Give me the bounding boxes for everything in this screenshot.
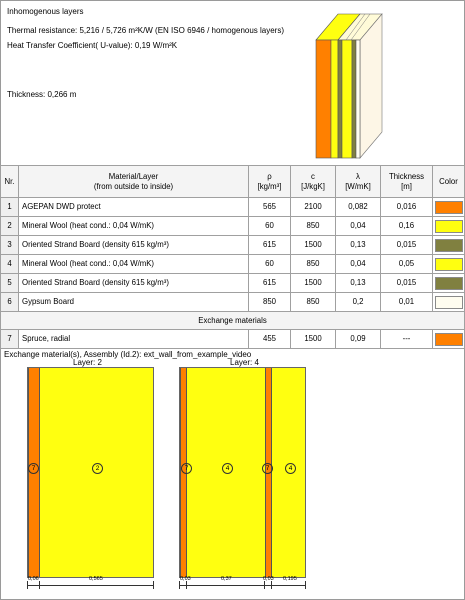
table-row[interactable] [1,217,465,236]
col-lambda-header [336,166,381,198]
row-lambda: 0,09 [336,330,381,349]
col-lambda-symbol: λ [356,171,360,181]
dim-tick [179,581,180,589]
col-material-header-line2: (from outside to inside) [93,181,174,191]
table-row[interactable] [1,293,465,312]
dim-tick [27,581,28,589]
dim-tick [39,581,40,589]
col-thickness-unit: [m] [401,181,412,191]
row-nr: 6 [1,293,19,312]
row-lambda: 0,04 [336,255,381,274]
row-material: AGEPAN DWD protect [19,198,249,217]
layer4-dim-b: 0,37 [221,576,232,582]
row-material: Oriented Strand Board (density 615 kg/m³) [19,274,249,293]
col-thickness-title: Thickness [388,171,425,181]
row-lambda: 0,04 [336,217,381,236]
exchange-materials-title: Exchange materials [1,312,465,330]
col-rho-header [249,166,291,198]
layer2-marker-a: 7 [28,463,39,474]
row-rho: 615 [249,274,291,293]
layer4-marker-d: 4 [285,463,296,474]
dim-tick [305,581,306,589]
row-material: Oriented Strand Board (density 615 kg/m³) [19,236,249,255]
table-row[interactable] [1,330,465,349]
row-color-cell [433,198,465,217]
col-thickness-header [381,166,433,198]
layer2-dim-a: 0,06 [28,576,39,582]
row-nr: 5 [1,274,19,293]
col-c-unit: [J/kgK] [301,181,325,191]
table-row[interactable] [1,274,465,293]
color-swatch [435,239,463,252]
dim-tick [264,581,265,589]
row-color-cell [433,217,465,236]
dim-tick [271,581,272,589]
row-thickness: 0,016 [381,198,433,217]
layer4-marker-b: 4 [222,463,233,474]
row-thickness: --- [381,330,433,349]
color-swatch [435,220,463,233]
layer2-marker-b: 2 [92,463,103,474]
dim-tick [186,581,187,589]
row-thickness: 0,015 [381,274,433,293]
row-color-cell [433,274,465,293]
row-lambda: 0,13 [336,274,381,293]
table-header-row [1,166,465,198]
layer4-dimension-line [179,585,306,586]
row-rho: 850 [249,293,291,312]
row-material: Spruce, radial [19,330,249,349]
material-table [0,165,465,349]
col-rho-unit: [kg/m³] [257,181,282,191]
row-thickness: 0,01 [381,293,433,312]
layer2-label: Layer: 2 [73,358,102,367]
thermal-resistance: Thermal resistance: 5,216 / 5,726 m²K/W (EN ISO 6946 / homogenous layers) [7,26,285,35]
col-material-header [19,166,249,198]
col-lambda-unit: [W/mK] [345,181,371,191]
row-rho: 60 [249,255,291,274]
col-rho-symbol: ρ [267,171,272,181]
row-c: 1500 [291,236,336,255]
row-lambda: 0,2 [336,293,381,312]
thickness-total: Thickness: 0,266 m [7,90,77,99]
row-nr: 2 [1,217,19,236]
row-nr: 4 [1,255,19,274]
header-title: Inhomogenous layers [7,7,84,16]
row-c: 850 [291,293,336,312]
u-value: Heat Transfer Coefficient( U-value): 0,19 W/m²K [7,41,178,50]
row-lambda: 0,13 [336,236,381,255]
color-swatch [435,333,463,346]
row-rho: 60 [249,217,291,236]
layer4-marker-c: 7 [262,463,273,474]
row-color-cell [433,255,465,274]
layer4-label: Layer: 4 [230,358,259,367]
col-nr-header: Nr. [1,166,19,198]
color-swatch [435,277,463,290]
row-lambda: 0,082 [336,198,381,217]
row-c: 850 [291,255,336,274]
color-swatch [435,201,463,214]
row-nr: 7 [1,330,19,349]
row-thickness: 0,16 [381,217,433,236]
col-material-header-line1: Material/Layer [108,171,159,181]
layer2-dim-b: 0,565 [89,576,103,582]
col-c-header [291,166,336,198]
table-row[interactable] [1,198,465,217]
col-c-symbol: c [311,171,315,181]
row-color-cell [433,330,465,349]
dim-tick [153,581,154,589]
row-thickness: 0,05 [381,255,433,274]
layer4-dim-d: 0,195 [283,576,297,582]
row-color-cell [433,293,465,312]
row-c: 1500 [291,274,336,293]
row-c: 2100 [291,198,336,217]
color-swatch [435,296,463,309]
row-thickness: 0,015 [381,236,433,255]
col-color-header: Color [433,166,465,198]
color-swatch [435,258,463,271]
row-rho: 455 [249,330,291,349]
assembly-title: Exchange material(s), Assembly (Id.2): ext_wall_from_example_video [4,350,252,359]
layer4-dim-a: 0,03 [180,576,191,582]
row-color-cell [433,236,465,255]
table-row[interactable] [1,255,465,274]
layer4-dim-c: 0,03 [263,576,274,582]
layer4-marker-a: 7 [181,463,192,474]
row-material: Gypsum Board [19,293,249,312]
layer2-panel [27,367,154,578]
exchange-materials-header [1,312,465,330]
layer2-dimension-line [27,585,154,586]
row-c: 1500 [291,330,336,349]
row-c: 850 [291,217,336,236]
row-material: Mineral Wool (heat cond.: 0,04 W/mK) [19,255,249,274]
row-nr: 3 [1,236,19,255]
row-rho: 565 [249,198,291,217]
wall-3d-thumbnail [300,2,400,162]
row-rho: 615 [249,236,291,255]
table-row[interactable] [1,236,465,255]
row-material: Mineral Wool (heat cond.: 0,04 W/mK) [19,217,249,236]
row-nr: 1 [1,198,19,217]
